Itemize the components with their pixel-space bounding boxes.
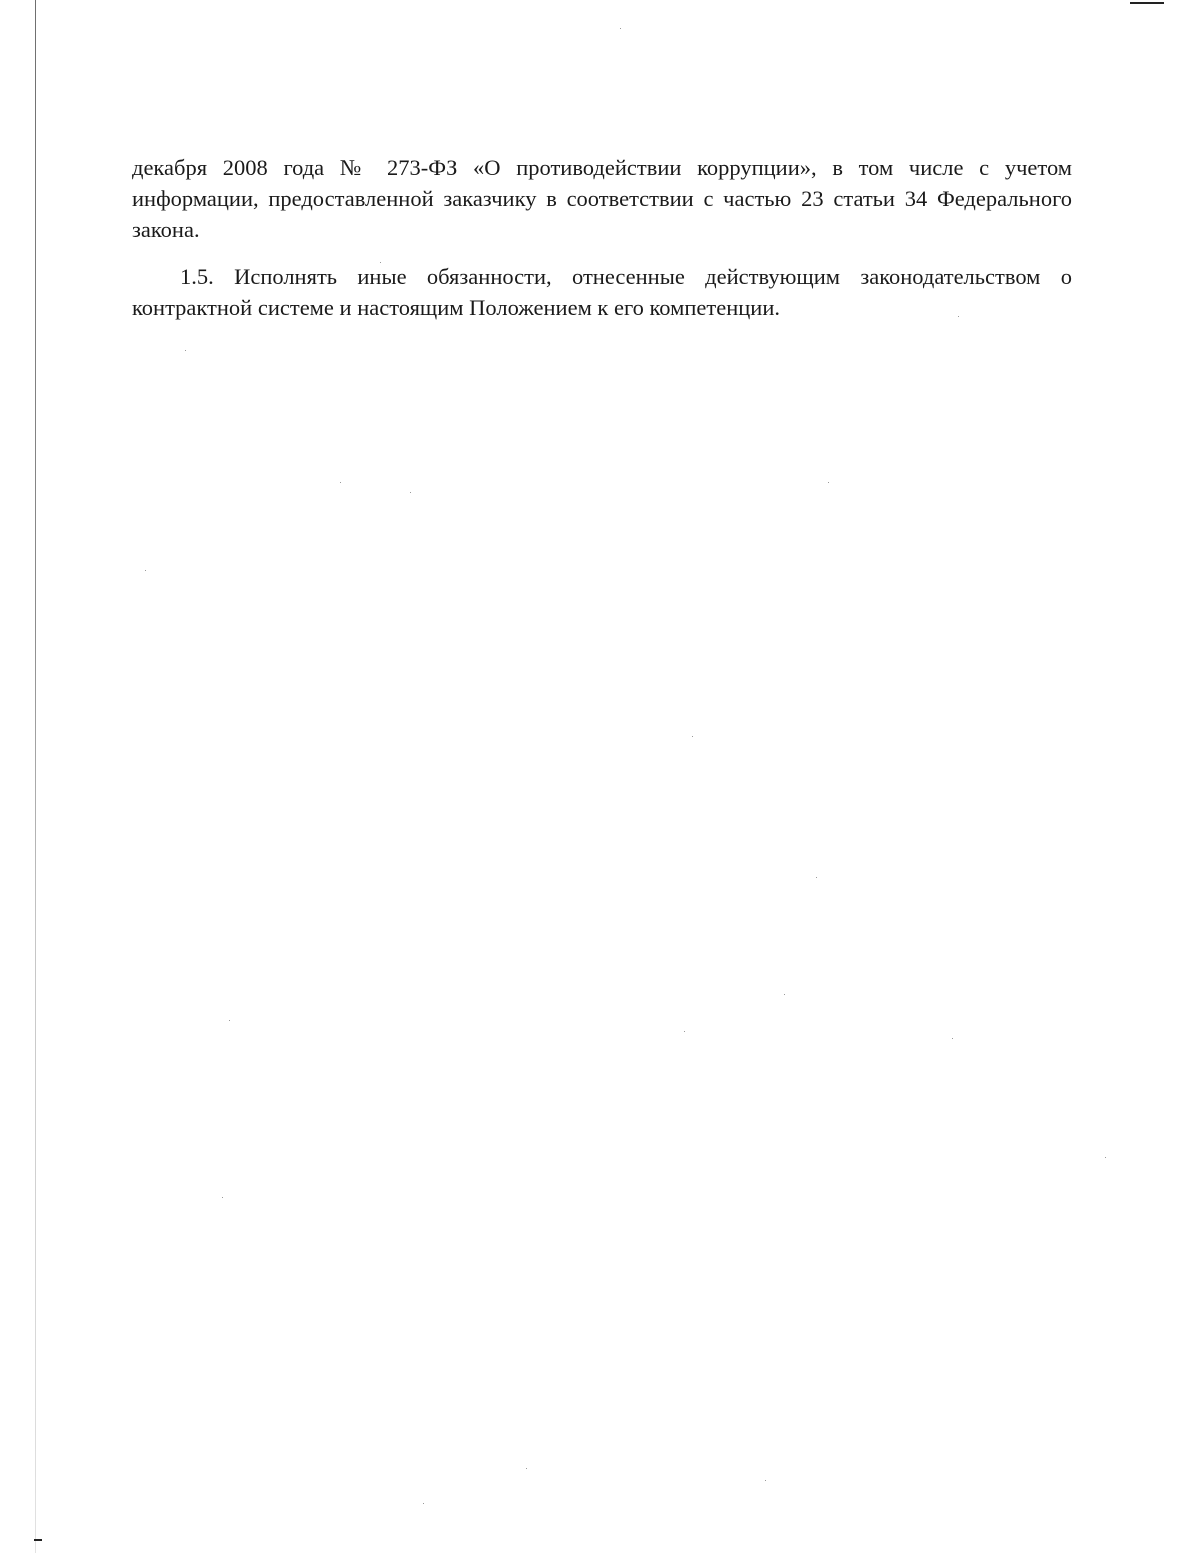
paragraph-item-1-5: 1.5. Исполнять иные обязанности, отнесенные действующим законодательством о контрактной системе и настоящим Положением к его компетенции.	[132, 264, 1072, 320]
scan-speck	[765, 1480, 766, 1481]
scan-speck	[1105, 1157, 1106, 1158]
scan-speck	[410, 492, 411, 493]
scan-speck	[620, 28, 621, 29]
scan-corner-mark	[1130, 2, 1164, 4]
scan-corner-mark	[34, 1539, 42, 1541]
scan-speck	[952, 1038, 953, 1039]
scan-speck	[684, 1031, 685, 1032]
scan-speck	[692, 736, 693, 737]
scan-speck	[958, 316, 959, 317]
scan-speck	[380, 262, 381, 263]
scan-speck	[526, 1468, 527, 1469]
scan-speck	[340, 482, 341, 483]
paragraph-continuation: декабря 2008 года № 273-ФЗ «О противодействии коррупции», в том числе с учетом информации, предоставленной заказчику в соответствии с частью 23 статьи 34 Федерального закона.	[132, 155, 1072, 242]
document-body	[132, 152, 1072, 323]
scan-speck	[229, 1020, 230, 1021]
scan-binding-edge	[35, 0, 36, 1553]
scan-speck	[185, 350, 186, 351]
scan-speck	[784, 994, 785, 995]
scan-speck	[828, 482, 829, 483]
scan-speck	[145, 570, 146, 571]
scan-speck	[423, 1503, 424, 1504]
scan-speck	[816, 877, 817, 878]
scan-speck	[222, 1197, 223, 1198]
